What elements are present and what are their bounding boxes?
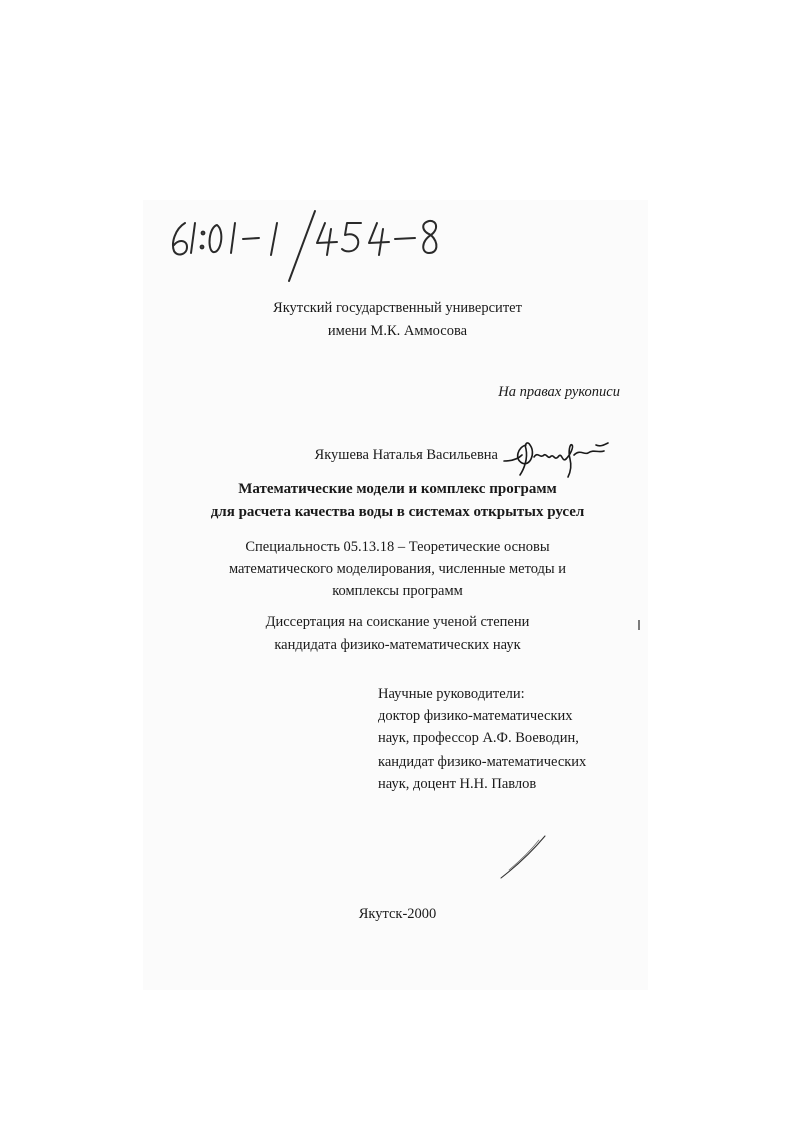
manuscript-note: На правах рукописи [498,384,620,400]
degree-line-1: Диссертация на соискание ученой степени [265,614,530,630]
supervisor-1-line-2: наук, профессор А.Ф. Воеводин, [378,730,579,746]
author-name: Якушева Наталья Васильевна [314,447,498,463]
university-line-2: имени М.К. Аммосова [327,323,468,339]
thesis-title-line-2: для расчета качества воды в системах открытых русел [210,504,585,520]
place-and-year: Якутск-2000 [358,906,437,922]
handwritten-archive-number [165,205,455,285]
supervisors-heading: Научные руководители: [378,686,525,702]
degree-line-2: кандидата физико-математических наук [274,637,521,653]
supervisor-1-line-1: доктор физико-математических [378,708,573,724]
thesis-title-line-1: Математические модели и комплекс программ [238,481,557,497]
pen-stroke-mark [495,832,550,882]
author-signature [500,437,612,479]
supervisor-2-line-2: наук, доцент Н.Н. Павлов [378,776,537,792]
specialty-line-3: комплексы программ [332,583,463,599]
specialty-line-2: математического моделирования, численные методы и [228,561,567,577]
scan-edge-mark [636,618,642,630]
university-line-1: Якутский государственный университет [273,300,522,316]
supervisor-2-line-1: кандидат физико-математических [378,754,587,770]
specialty-line-1: Специальность 05.13.18 – Теоретические основы [245,539,550,555]
